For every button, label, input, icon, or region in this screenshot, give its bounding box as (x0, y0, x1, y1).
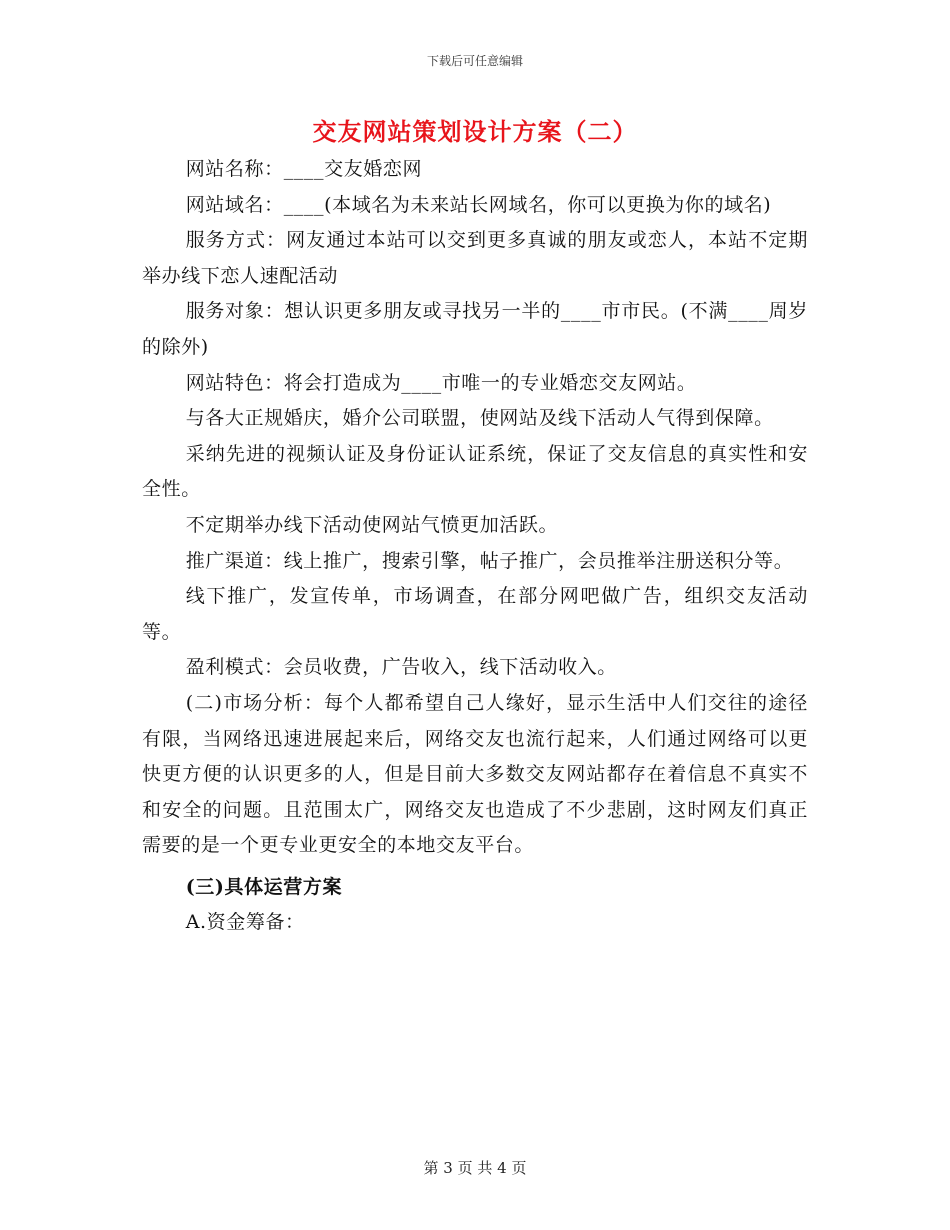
paragraph-site-feature: 网站特色：将会打造成为____市唯一的专业婚恋交友网站。 (185, 371, 697, 394)
paragraph-promotion-offline: 线下推广，发宣传单，市场调查，在部分网吧做广告，组织交友活动等。 (142, 585, 808, 643)
header-note: 下载后可任意编辑 (426, 54, 523, 68)
paragraph-offline-events: 不定期举办线下活动使网站气愤更加活跃。 (185, 513, 559, 536)
paragraph-verification: 采纳先进的视频认证及身份证认证系统，保证了交友信息的真实性和安全性。 (142, 442, 808, 501)
paragraph-profit-model: 盈利模式：会员收费，广告收入，线下活动收入。 (185, 656, 617, 679)
paragraph-market-analysis: (二)市场分析：每个人都希望自己人缘好，显示生活中人们交往的途径有限，当网络迅速进展起来后，网络交友也流行起来，人们通过网络可以更快更方便的认识更多的人，但是目前大多数交友网站都存在着信息不真实不和安全的问题。且范围太广，网络交友也造成了不少悲剧，这时网友们真正需要的是一个更专业更安全的本地交友平台。 (142, 691, 808, 857)
page-footer: 第 3 页 共 4 页 (423, 1159, 527, 1177)
paragraph-service-target: 服务对象：想认识更多朋友或寻找另一半的____市市民。(不满____周岁的除外) (142, 300, 808, 358)
document-body (142, 152, 808, 941)
section-heading: (三)具体运营方案 (185, 875, 343, 898)
subsection-heading: A.资金筹备： (185, 911, 305, 934)
paragraph-site-name: 网站名称：____交友婚恋网 (185, 158, 423, 180)
document-title: 交友网站策划设计方案（二） (312, 117, 638, 146)
paragraph-alliance: 与各大正规婚庆，婚介公司联盟，使网站及线下活动人气得到保障。 (185, 407, 774, 430)
paragraph-site-domain: 网站域名：____(本域名为未来站长网域名，你可以更换为你的域名) (185, 193, 772, 216)
paragraph-promotion-online: 推广渠道：线上推广，搜索引擎，帖子推广，会员推举注册送积分等。 (185, 549, 794, 572)
paragraph-service-method: 服务方式：网友通过本站可以交到更多真诚的朋友或恋人，本站不定期举办线下恋人速配活动 (142, 229, 808, 287)
